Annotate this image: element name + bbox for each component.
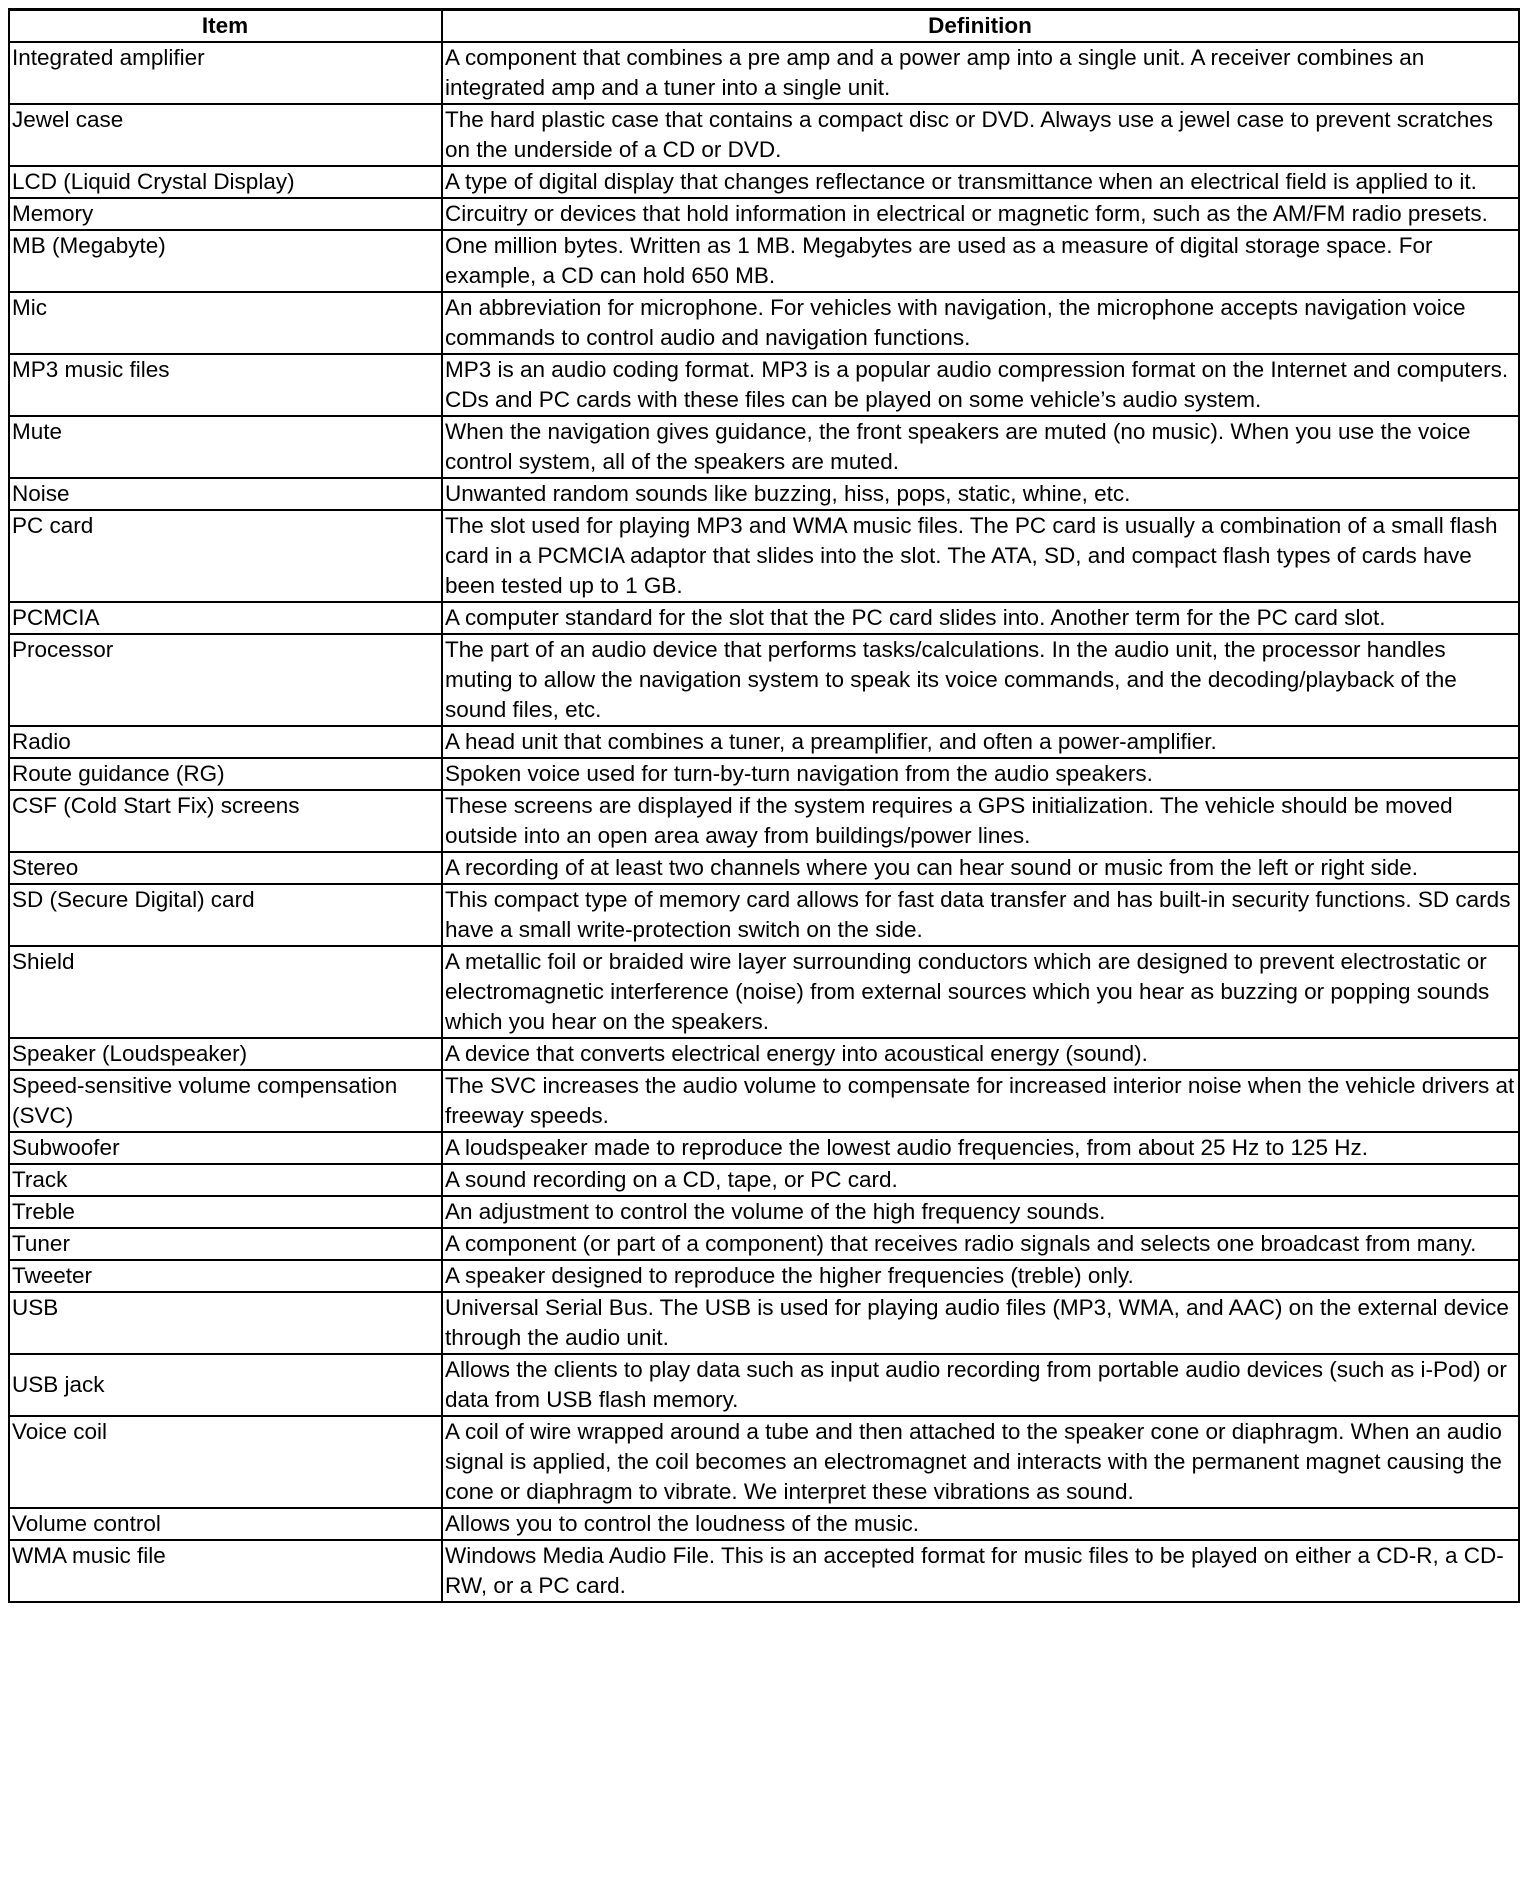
table-row (9, 852, 1519, 884)
definition-cell: Universal Serial Bus. The USB is used for playing audio files (MP3, WMA, and AAC) on the external device through the audio unit. (442, 1292, 1519, 1354)
item-cell: PC card (9, 510, 442, 602)
table-header (9, 10, 1519, 43)
table-row (9, 354, 1519, 416)
glossary-table (8, 8, 1520, 1603)
item-cell: Radio (9, 726, 442, 758)
definition-cell: Allows you to control the loudness of the music. (442, 1508, 1519, 1540)
table-body (9, 42, 1519, 1602)
definition-cell: Windows Media Audio File. This is an accepted format for music files to be played on either a CD-R, a CD-RW, or a PC card. (442, 1540, 1519, 1602)
definition-cell: Circuitry or devices that hold information in electrical or magnetic form, such as the AM/FM radio presets. (442, 198, 1519, 230)
glossary-sheet (8, 8, 1518, 1603)
table-row (9, 1228, 1519, 1260)
item-cell: Memory (9, 198, 442, 230)
definition-cell: The slot used for playing MP3 and WMA music files. The PC card is usually a combination of a small flash card in a PCMCIA adaptor that slides into the slot. The ATA, SD, and compact flash types of cards have been tested up to 1 GB. (442, 510, 1519, 602)
definition-cell: Unwanted random sounds like buzzing, hiss, pops, static, whine, etc. (442, 478, 1519, 510)
item-cell: PCMCIA (9, 602, 442, 634)
item-cell: Tuner (9, 1228, 442, 1260)
item-cell: WMA music file (9, 1540, 442, 1602)
item-cell: USB jack (9, 1354, 442, 1416)
definition-column-header: Definition (442, 10, 1519, 43)
definition-cell: The SVC increases the audio volume to compensate for increased interior noise when the vehicle drivers at freeway speeds. (442, 1070, 1519, 1132)
table-row (9, 634, 1519, 726)
definition-cell: A metallic foil or braided wire layer surrounding conductors which are designed to prevent electrostatic or electromagnetic interference (noise) from external sources which you hear as buzzing or popping sounds which you hear on the speakers. (442, 946, 1519, 1038)
definition-cell: The hard plastic case that contains a compact disc or DVD. Always use a jewel case to prevent scratches on the underside of a CD or DVD. (442, 104, 1519, 166)
item-cell: Shield (9, 946, 442, 1038)
item-cell: Noise (9, 478, 442, 510)
table-row (9, 1164, 1519, 1196)
item-cell: Processor (9, 634, 442, 726)
definition-cell: An abbreviation for microphone. For vehicles with navigation, the microphone accepts navigation voice commands to control audio and navigation functions. (442, 292, 1519, 354)
table-row (9, 1196, 1519, 1228)
table-row (9, 1416, 1519, 1508)
definition-cell: Spoken voice used for turn-by-turn navigation from the audio speakers. (442, 758, 1519, 790)
item-cell: Mic (9, 292, 442, 354)
header-row (9, 10, 1519, 43)
table-row (9, 790, 1519, 852)
table-row (9, 510, 1519, 602)
table-row (9, 198, 1519, 230)
definition-cell: These screens are displayed if the system requires a GPS initialization. The vehicle should be moved outside into an open area away from buildings/power lines. (442, 790, 1519, 852)
item-cell: Route guidance (RG) (9, 758, 442, 790)
item-cell: Track (9, 1164, 442, 1196)
item-cell: Speaker (Loudspeaker) (9, 1038, 442, 1070)
definition-cell: MP3 is an audio coding format. MP3 is a popular audio compression format on the Internet and computers. CDs and PC cards with these files can be played on some vehicle’s audio system. (442, 354, 1519, 416)
table-row (9, 884, 1519, 946)
table-row (9, 758, 1519, 790)
definition-cell: This compact type of memory card allows for fast data transfer and has built-in security functions. SD cards have a small write-protection switch on the side. (442, 884, 1519, 946)
table-row (9, 42, 1519, 104)
item-cell: MP3 music files (9, 354, 442, 416)
item-cell: Speed-sensitive volume compensation (SVC) (9, 1070, 442, 1132)
definition-cell: When the navigation gives guidance, the front speakers are muted (no music). When you use the voice control system, all of the speakers are muted. (442, 416, 1519, 478)
table-row (9, 166, 1519, 198)
table-row (9, 726, 1519, 758)
definition-cell: A coil of wire wrapped around a tube and then attached to the speaker cone or diaphragm. When an audio signal is applied, the coil becomes an electromagnet and interacts with the permanent magnet causing the cone or diaphragm to vibrate. We interpret these vibrations as sound. (442, 1416, 1519, 1508)
definition-cell: A head unit that combines a tuner, a preamplifier, and often a power-amplifier. (442, 726, 1519, 758)
item-cell: Volume control (9, 1508, 442, 1540)
table-row (9, 1292, 1519, 1354)
table-row (9, 478, 1519, 510)
item-cell: Integrated amplifier (9, 42, 442, 104)
item-cell: Mute (9, 416, 442, 478)
definition-cell: A sound recording on a CD, tape, or PC card. (442, 1164, 1519, 1196)
table-row (9, 1260, 1519, 1292)
table-row (9, 1540, 1519, 1602)
definition-cell: A loudspeaker made to reproduce the lowest audio frequencies, from about 25 Hz to 125 Hz. (442, 1132, 1519, 1164)
definition-cell: A component (or part of a component) that receives radio signals and selects one broadcast from many. (442, 1228, 1519, 1260)
item-cell: Treble (9, 1196, 442, 1228)
item-cell: Tweeter (9, 1260, 442, 1292)
table-row (9, 946, 1519, 1038)
item-cell: Stereo (9, 852, 442, 884)
item-cell: CSF (Cold Start Fix) screens (9, 790, 442, 852)
definition-cell: A speaker designed to reproduce the higher frequencies (treble) only. (442, 1260, 1519, 1292)
table-row (9, 1508, 1519, 1540)
definition-cell: A device that converts electrical energy into acoustical energy (sound). (442, 1038, 1519, 1070)
item-cell: Subwoofer (9, 1132, 442, 1164)
item-cell: SD (Secure Digital) card (9, 884, 442, 946)
table-row (9, 1038, 1519, 1070)
definition-cell: An adjustment to control the volume of the high frequency sounds. (442, 1196, 1519, 1228)
table-row (9, 602, 1519, 634)
definition-cell: One million bytes. Written as 1 MB. Megabytes are used as a measure of digital storage space. For example, a CD can hold 650 MB. (442, 230, 1519, 292)
definition-cell: A component that combines a pre amp and a power amp into a single unit. A receiver combines an integrated amp and a tuner into a single unit. (442, 42, 1519, 104)
table-row (9, 104, 1519, 166)
item-cell: Jewel case (9, 104, 442, 166)
definition-cell: A computer standard for the slot that the PC card slides into. Another term for the PC card slot. (442, 602, 1519, 634)
item-cell: USB (9, 1292, 442, 1354)
table-row (9, 1132, 1519, 1164)
definition-cell: Allows the clients to play data such as input audio recording from portable audio devices (such as i-Pod) or data from USB flash memory. (442, 1354, 1519, 1416)
table-row (9, 416, 1519, 478)
table-row (9, 230, 1519, 292)
item-cell: Voice coil (9, 1416, 442, 1508)
table-row (9, 1354, 1519, 1416)
definition-cell: A recording of at least two channels where you can hear sound or music from the left or right side. (442, 852, 1519, 884)
table-row (9, 292, 1519, 354)
definition-cell: The part of an audio device that performs tasks/calculations. In the audio unit, the processor handles muting to allow the navigation system to speak its voice commands, and the decoding/playback of the sound files, etc. (442, 634, 1519, 726)
definition-cell: A type of digital display that changes reflectance or transmittance when an electrical field is applied to it. (442, 166, 1519, 198)
item-cell: LCD (Liquid Crystal Display) (9, 166, 442, 198)
item-column-header: Item (9, 10, 442, 43)
table-row (9, 1070, 1519, 1132)
item-cell: MB (Megabyte) (9, 230, 442, 292)
